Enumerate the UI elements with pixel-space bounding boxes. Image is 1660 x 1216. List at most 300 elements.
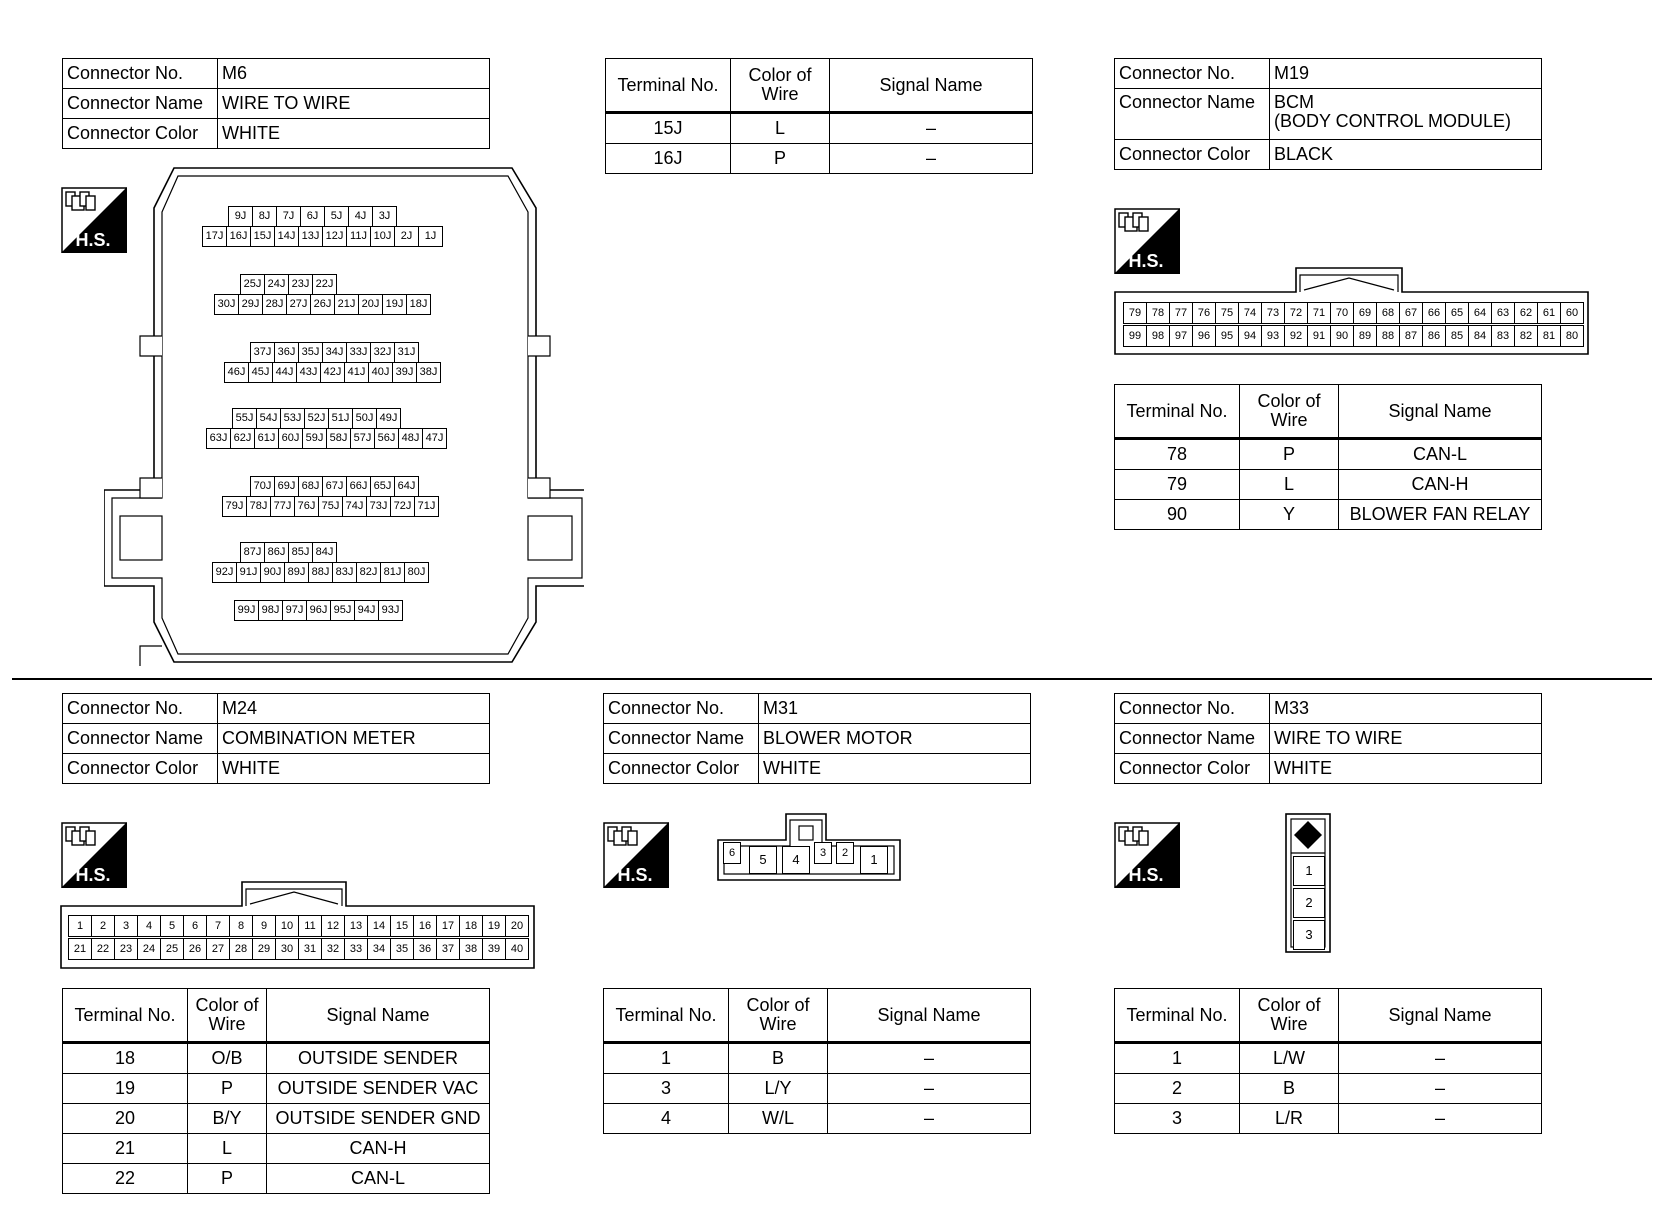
terminal-no-cell: 90 xyxy=(1115,500,1240,530)
pin-cavity: 37J xyxy=(250,342,275,363)
pin-cavity: 82 xyxy=(1514,325,1538,347)
terminal-no-cell: 78 xyxy=(1115,439,1240,470)
terminal-row xyxy=(604,1043,1031,1074)
harness-side-icon xyxy=(1114,822,1180,888)
pin-cavity: 15 xyxy=(390,915,414,937)
pin-cavity: 36J xyxy=(274,342,299,363)
m24-connector-color: WHITE xyxy=(218,754,490,784)
pin-cavity: 26 xyxy=(183,938,207,960)
pin-cavity: 24 xyxy=(137,938,161,960)
pin-cavity: 34J xyxy=(322,342,347,363)
pin-cavity: 71J xyxy=(414,496,439,517)
pin-cavity: 93J xyxy=(378,600,403,621)
pin-cavity: 27J xyxy=(286,294,311,315)
pin-cavity: 91J xyxy=(236,562,261,583)
pin-cavity: 80J xyxy=(404,562,429,583)
pin-cavity: 8J xyxy=(252,206,277,227)
pin-cavity: 88 xyxy=(1376,325,1400,347)
pin-cavity: 95J xyxy=(330,600,355,621)
pin-cavity: 94J xyxy=(354,600,379,621)
pin-cavity: 64 xyxy=(1468,302,1492,324)
pin-cavity: 8 xyxy=(229,915,253,937)
wire-color-cell: P xyxy=(731,144,830,174)
signal-name-cell: OUTSIDE SENDER VAC xyxy=(267,1074,490,1104)
pin-cavity: 86 xyxy=(1422,325,1446,347)
pin-cavity: 63J xyxy=(206,428,231,449)
pin-cavity: 99 xyxy=(1123,325,1147,347)
pin-cavity: 14 xyxy=(367,915,391,937)
pin-cavity: 67 xyxy=(1399,302,1423,324)
pin-cavity: 40 xyxy=(505,938,529,960)
m19-info-table xyxy=(1114,58,1542,170)
pin-cavity: 41J xyxy=(344,362,369,383)
terminal-row xyxy=(1115,1043,1542,1074)
harness-side-icon xyxy=(603,822,669,888)
pin-cavity: 30J xyxy=(214,294,239,315)
pin-cavity: 75J xyxy=(318,496,343,517)
pin-cavity: 24J xyxy=(264,274,289,295)
signal-name-cell: – xyxy=(830,113,1033,144)
m31-connector-color: WHITE xyxy=(759,754,1031,784)
pin-cavity: 53J xyxy=(280,408,305,429)
pin-cavity: 22 xyxy=(91,938,115,960)
wire-color-cell: L/Y xyxy=(729,1074,828,1104)
pin-cavity: 31 xyxy=(298,938,322,960)
pin-cavity: 79 xyxy=(1123,302,1147,324)
pin-cavity: 33 xyxy=(344,938,368,960)
pin-cavity: 10 xyxy=(275,915,299,937)
pin-cavity: 4 xyxy=(782,846,810,874)
wire-color-cell: L xyxy=(188,1134,267,1164)
m31-info-table xyxy=(603,693,1031,784)
m31-terminal-table xyxy=(603,988,1031,1134)
m33-terminal-table xyxy=(1114,988,1542,1134)
pin-cavity: 81J xyxy=(380,562,405,583)
m24-info-table xyxy=(62,693,490,784)
m19-connector-no: M19 xyxy=(1270,59,1542,89)
pin-cavity: 33J xyxy=(346,342,371,363)
terminal-row xyxy=(604,1074,1031,1104)
m19-name-line1: BCM xyxy=(1274,92,1314,112)
terminal-row xyxy=(606,113,1033,144)
pin-cavity: 94 xyxy=(1238,325,1262,347)
wire-color-cell: L/R xyxy=(1240,1104,1339,1134)
pin-cavity: 83 xyxy=(1491,325,1515,347)
label-connector-color: Connector Color xyxy=(604,754,759,784)
pin-cavity: 17J xyxy=(202,226,227,247)
signal-name-cell: CAN-H xyxy=(1339,470,1542,500)
pin-cavity: 69 xyxy=(1353,302,1377,324)
label-connector-color: Connector Color xyxy=(1115,754,1270,784)
pin-cavity: 68J xyxy=(298,476,323,497)
pin-cavity: 23J xyxy=(288,274,313,295)
pin-cavity: 40J xyxy=(368,362,393,383)
pin-cavity: 84J xyxy=(312,542,337,563)
pin-cavity: 89 xyxy=(1353,325,1377,347)
th-signal-name: Signal Name xyxy=(1339,989,1542,1043)
m31-hs-badge xyxy=(603,822,669,888)
pin-cavity: 5 xyxy=(160,915,184,937)
pin-cavity: 49J xyxy=(376,408,401,429)
pin-cavity: 45J xyxy=(248,362,273,383)
wire-color-cell: W/L xyxy=(729,1104,828,1134)
pin-cavity: 4J xyxy=(348,206,373,227)
wire-color-cell: B xyxy=(729,1043,828,1074)
m33-connector-name: WIRE TO WIRE xyxy=(1270,724,1542,754)
label-connector-name: Connector Name xyxy=(1115,89,1270,140)
svg-text:H.S.: H.S. xyxy=(75,865,111,885)
pin-cavity: 88J xyxy=(308,562,333,583)
pin-cavity: 6J xyxy=(300,206,325,227)
pin-cavity: 11J xyxy=(346,226,371,247)
pin-cavity: 61J xyxy=(254,428,279,449)
label-connector-color: Connector Color xyxy=(63,754,218,784)
label-connector-name: Connector Name xyxy=(63,724,218,754)
pin-cavity: 27 xyxy=(206,938,230,960)
pin-cavity: 18J xyxy=(406,294,431,315)
m19-connector-name xyxy=(1270,89,1542,140)
m6-connector-name: WIRE TO WIRE xyxy=(218,89,490,119)
th-color-of-wire: Color of Wire xyxy=(1240,385,1339,439)
terminal-row xyxy=(604,1104,1031,1134)
wire-color-cell: L xyxy=(731,113,830,144)
pin-cavity: 54J xyxy=(256,408,281,429)
pin-cavity: 30 xyxy=(275,938,299,960)
pin-cavity: 2 xyxy=(91,915,115,937)
m19-hs-badge xyxy=(1114,208,1180,274)
wire-color-cell: Y xyxy=(1240,500,1339,530)
th-terminal-no: Terminal No. xyxy=(1115,385,1240,439)
terminal-no-cell: 1 xyxy=(1115,1043,1240,1074)
terminal-row xyxy=(63,1043,490,1074)
th-terminal-no: Terminal No. xyxy=(63,989,188,1043)
pin-cavity: 67J xyxy=(322,476,347,497)
terminal-row xyxy=(1115,1104,1542,1134)
pin-cavity: 32J xyxy=(370,342,395,363)
pin-cavity: 70 xyxy=(1330,302,1354,324)
pin-cavity: 19 xyxy=(482,915,506,937)
pin-cavity: 29 xyxy=(252,938,276,960)
wire-color-cell: L xyxy=(1240,470,1339,500)
terminal-no-cell: 79 xyxy=(1115,470,1240,500)
th-color-of-wire: Color of Wire xyxy=(731,59,830,113)
terminal-no-cell: 3 xyxy=(604,1074,729,1104)
pin-cavity: 37 xyxy=(436,938,460,960)
terminal-no-cell: 2 xyxy=(1115,1074,1240,1104)
pin-cavity: 95 xyxy=(1215,325,1239,347)
terminal-no-cell: 16J xyxy=(606,144,731,174)
wire-color-cell: L/W xyxy=(1240,1043,1339,1074)
m33-hs-badge xyxy=(1114,822,1180,888)
pin-cavity: 85J xyxy=(288,542,313,563)
m24-connector-name: COMBINATION METER xyxy=(218,724,490,754)
pin-cavity: 31J xyxy=(394,342,419,363)
pin-cavity: 74 xyxy=(1238,302,1262,324)
label-connector-name: Connector Name xyxy=(63,89,218,119)
pin-cavity: 38J xyxy=(416,362,441,383)
label-connector-no: Connector No. xyxy=(604,694,759,724)
terminal-row xyxy=(1115,1074,1542,1104)
pin-cavity: 7 xyxy=(206,915,230,937)
pin-cavity: 3 xyxy=(114,915,138,937)
pin-cavity: 64J xyxy=(394,476,419,497)
pin-cavity: 6 xyxy=(723,842,741,864)
pin-cavity: 13J xyxy=(298,226,323,247)
terminal-no-cell: 20 xyxy=(63,1104,188,1134)
terminal-no-cell: 21 xyxy=(63,1134,188,1164)
terminal-row xyxy=(1115,500,1542,530)
wire-color-cell: P xyxy=(188,1164,267,1194)
pin-cavity: 20 xyxy=(505,915,529,937)
pin-cavity: 73J xyxy=(366,496,391,517)
pin-cavity: 71 xyxy=(1307,302,1331,324)
signal-name-cell: CAN-L xyxy=(267,1164,490,1194)
pin-cavity: 43J xyxy=(296,362,321,383)
pin-cavity: 21J xyxy=(334,294,359,315)
m6-connector-no: M6 xyxy=(218,59,490,89)
signal-name-cell: – xyxy=(828,1043,1031,1074)
pin-cavity: 93 xyxy=(1261,325,1285,347)
pin-cavity: 16 xyxy=(413,915,437,937)
terminal-row xyxy=(1115,439,1542,470)
pin-cavity: 72 xyxy=(1284,302,1308,324)
pin-cavity: 62J xyxy=(230,428,255,449)
pin-cavity: 79J xyxy=(222,496,247,517)
label-connector-color: Connector Color xyxy=(1115,140,1270,170)
m19-name-line2: (BODY CONTROL MODULE) xyxy=(1274,111,1512,131)
pin-cavity: 11 xyxy=(298,915,322,937)
pin-cavity: 34 xyxy=(367,938,391,960)
label-connector-no: Connector No. xyxy=(1115,59,1270,89)
pin-cavity: 68 xyxy=(1376,302,1400,324)
pin-cavity: 28J xyxy=(262,294,287,315)
pin-cavity: 75 xyxy=(1215,302,1239,324)
pin-cavity: 6 xyxy=(183,915,207,937)
terminal-row xyxy=(63,1134,490,1164)
pin-cavity: 82J xyxy=(356,562,381,583)
pin-cavity: 70J xyxy=(250,476,275,497)
pin-cavity: 26J xyxy=(310,294,335,315)
section-divider xyxy=(12,678,1652,680)
pin-cavity: 21 xyxy=(68,938,92,960)
pin-cavity: 9 xyxy=(252,915,276,937)
th-color-of-wire: Color of Wire xyxy=(729,989,828,1043)
pin-cavity: 20J xyxy=(358,294,383,315)
pin-cavity: 1 xyxy=(68,915,92,937)
label-connector-no: Connector No. xyxy=(1115,694,1270,724)
pin-cavity: 92J xyxy=(212,562,237,583)
pin-cavity: 84 xyxy=(1468,325,1492,347)
pin-cavity: 63 xyxy=(1491,302,1515,324)
m33-connector-no: M33 xyxy=(1270,694,1542,724)
pin-cavity: 73 xyxy=(1261,302,1285,324)
m33-info-table xyxy=(1114,693,1542,784)
signal-name-cell: – xyxy=(828,1074,1031,1104)
th-signal-name: Signal Name xyxy=(1339,385,1542,439)
pin-cavity: 39 xyxy=(482,938,506,960)
pin-cavity: 2 xyxy=(836,842,854,864)
pin-cavity: 81 xyxy=(1537,325,1561,347)
pin-cavity: 85 xyxy=(1445,325,1469,347)
terminal-row xyxy=(63,1074,490,1104)
pin-cavity: 72J xyxy=(390,496,415,517)
wire-color-cell: P xyxy=(1240,439,1339,470)
pin-cavity: 47J xyxy=(422,428,447,449)
pin-cavity: 91 xyxy=(1307,325,1331,347)
label-connector-no: Connector No. xyxy=(63,694,218,724)
pin-cavity: 96J xyxy=(306,600,331,621)
th-signal-name: Signal Name xyxy=(267,989,490,1043)
pin-cavity: 28 xyxy=(229,938,253,960)
svg-text:H.S.: H.S. xyxy=(75,230,111,250)
pin-cavity: 92 xyxy=(1284,325,1308,347)
signal-name-cell: CAN-L xyxy=(1339,439,1542,470)
pin-cavity: 44J xyxy=(272,362,297,383)
pin-cavity: 87 xyxy=(1399,325,1423,347)
terminal-no-cell: 19 xyxy=(63,1074,188,1104)
pin-cavity: 19J xyxy=(382,294,407,315)
pin-cavity: 89J xyxy=(284,562,309,583)
terminal-no-cell: 3 xyxy=(1115,1104,1240,1134)
pin-cavity: 32 xyxy=(321,938,345,960)
th-color-of-wire: Color of Wire xyxy=(1240,989,1339,1043)
pin-cavity: 65 xyxy=(1445,302,1469,324)
terminal-no-cell: 1 xyxy=(604,1043,729,1074)
wire-color-cell: P xyxy=(188,1074,267,1104)
pin-cavity: 51J xyxy=(328,408,353,429)
pin-cavity: 76 xyxy=(1192,302,1216,324)
pin-cavity: 46J xyxy=(224,362,249,383)
th-terminal-no: Terminal No. xyxy=(606,59,731,113)
pin-cavity: 58J xyxy=(326,428,351,449)
pin-cavity: 96 xyxy=(1192,325,1216,347)
pin-cavity: 4 xyxy=(137,915,161,937)
pin-cavity: 25J xyxy=(240,274,265,295)
pin-cavity: 15J xyxy=(250,226,275,247)
pin-cavity: 66 xyxy=(1422,302,1446,324)
pin-cavity: 5J xyxy=(324,206,349,227)
pin-cavity: 16J xyxy=(226,226,251,247)
pin-cavity: 99J xyxy=(234,600,259,621)
pin-cavity: 55J xyxy=(232,408,257,429)
pin-cavity: 1 xyxy=(1293,856,1325,886)
pin-cavity: 83J xyxy=(332,562,357,583)
pin-cavity: 78J xyxy=(246,496,271,517)
pin-cavity: 56J xyxy=(374,428,399,449)
pin-cavity: 17 xyxy=(436,915,460,937)
pin-cavity: 39J xyxy=(392,362,417,383)
pin-cavity: 42J xyxy=(320,362,345,383)
terminal-no-cell: 18 xyxy=(63,1043,188,1074)
pin-cavity: 98 xyxy=(1146,325,1170,347)
terminal-row xyxy=(63,1104,490,1134)
pin-cavity: 5 xyxy=(749,846,777,874)
pin-cavity: 90 xyxy=(1330,325,1354,347)
pin-cavity: 2J xyxy=(394,226,419,247)
pin-cavity: 76J xyxy=(294,496,319,517)
pin-cavity: 97J xyxy=(282,600,307,621)
th-terminal-no: Terminal No. xyxy=(1115,989,1240,1043)
pin-cavity: 38 xyxy=(459,938,483,960)
pin-cavity: 12 xyxy=(321,915,345,937)
pin-cavity: 87J xyxy=(240,542,265,563)
pin-cavity: 10J xyxy=(370,226,395,247)
th-terminal-no: Terminal No. xyxy=(604,989,729,1043)
pin-cavity: 59J xyxy=(302,428,327,449)
wire-color-cell: B xyxy=(1240,1074,1339,1104)
m24-hs-badge xyxy=(61,822,127,888)
pin-cavity: 97 xyxy=(1169,325,1193,347)
pin-cavity: 35J xyxy=(298,342,323,363)
signal-name-cell: OUTSIDE SENDER xyxy=(267,1043,490,1074)
pin-cavity: 12J xyxy=(322,226,347,247)
m19-connector-color: BLACK xyxy=(1270,140,1542,170)
pin-cavity: 62 xyxy=(1514,302,1538,324)
th-signal-name: Signal Name xyxy=(828,989,1031,1043)
pin-cavity: 77 xyxy=(1169,302,1193,324)
pin-cavity: 77J xyxy=(270,496,295,517)
th-color-of-wire: Color of Wire xyxy=(188,989,267,1043)
m31-connector-no: M31 xyxy=(759,694,1031,724)
m6-connector-color: WHITE xyxy=(218,119,490,149)
wire-color-cell: B/Y xyxy=(188,1104,267,1134)
pin-cavity: 3J xyxy=(372,206,397,227)
pin-cavity: 13 xyxy=(344,915,368,937)
harness-side-icon xyxy=(1114,208,1180,274)
pin-cavity: 23 xyxy=(114,938,138,960)
pin-cavity: 2 xyxy=(1293,888,1325,918)
pin-cavity: 18 xyxy=(459,915,483,937)
pin-cavity: 66J xyxy=(346,476,371,497)
pin-cavity: 3 xyxy=(1293,920,1325,950)
terminal-row xyxy=(1115,470,1542,500)
signal-name-cell: OUTSIDE SENDER GND xyxy=(267,1104,490,1134)
m24-terminal-table xyxy=(62,988,490,1194)
pin-cavity: 9J xyxy=(228,206,253,227)
pin-cavity: 14J xyxy=(274,226,299,247)
m6-info-table xyxy=(62,58,490,149)
pin-cavity: 74J xyxy=(342,496,367,517)
m6-terminal-table xyxy=(605,58,1033,174)
signal-name-cell: CAN-H xyxy=(267,1134,490,1164)
harness-side-icon xyxy=(61,822,127,888)
pin-cavity: 60 xyxy=(1560,302,1584,324)
terminal-no-cell: 4 xyxy=(604,1104,729,1134)
pin-cavity: 60J xyxy=(278,428,303,449)
m31-connector-name: BLOWER MOTOR xyxy=(759,724,1031,754)
pin-cavity: 52J xyxy=(304,408,329,429)
label-connector-name: Connector Name xyxy=(1115,724,1270,754)
terminal-no-cell: 22 xyxy=(63,1164,188,1194)
m24-connector-no: M24 xyxy=(218,694,490,724)
signal-name-cell: – xyxy=(830,144,1033,174)
m19-terminal-table xyxy=(1114,384,1542,530)
wire-color-cell: O/B xyxy=(188,1043,267,1074)
pin-cavity: 50J xyxy=(352,408,377,429)
pin-cavity: 3 xyxy=(814,842,832,864)
pin-cavity: 61 xyxy=(1537,302,1561,324)
signal-name-cell: BLOWER FAN RELAY xyxy=(1339,500,1542,530)
signal-name-cell: – xyxy=(1339,1074,1542,1104)
terminal-no-cell: 15J xyxy=(606,113,731,144)
pin-cavity: 29J xyxy=(238,294,263,315)
svg-text:H.S.: H.S. xyxy=(1128,251,1164,271)
terminal-row xyxy=(63,1164,490,1194)
pin-cavity: 48J xyxy=(398,428,423,449)
pin-cavity: 25 xyxy=(160,938,184,960)
th-signal-name: Signal Name xyxy=(830,59,1033,113)
label-connector-color: Connector Color xyxy=(63,119,218,149)
